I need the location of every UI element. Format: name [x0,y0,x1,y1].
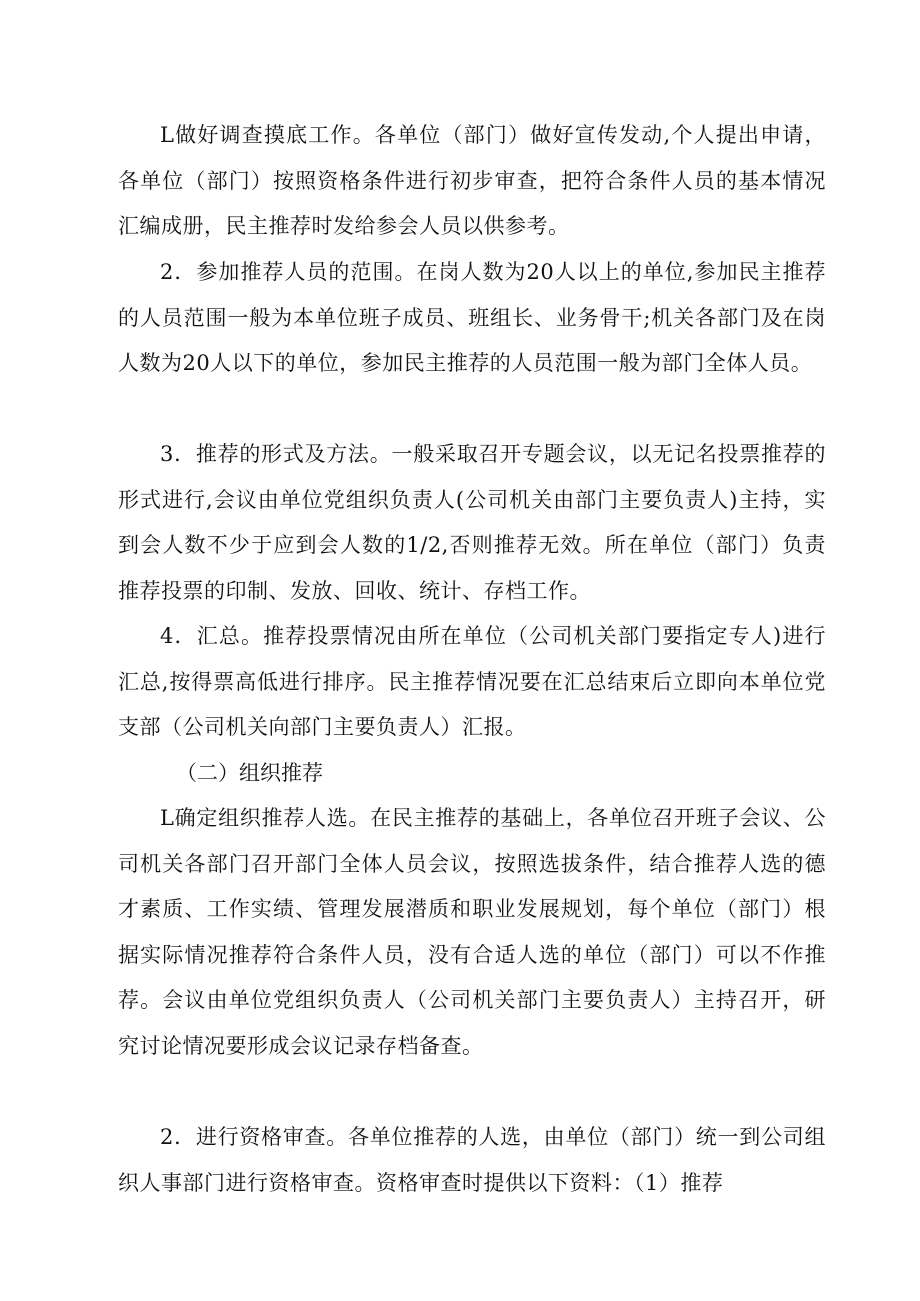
paragraph-3: 3．推荐的形式及方法。一般采取召开专题会议，以无记名投票推荐的形式进行,会议由单位党组织负责人(公司机关由部门主要负责人)主持，实到会人数不少于应到会人数的1/2,否则推荐无效。所在单位（部门）负责推荐投票的印制、发放、回收、统计、存档工作。 [118,442,826,603]
paragraph-1: L做好调查摸底工作。各单位（部门）做好宣传发动,个人提出申请，各单位（部门）按照资格条件进行初步审查，把符合条件人员的基本情况汇编成册，民主推荐时发给参会人员以供参考。 [118,123,826,238]
paragraph-4: 4．汇总。推荐投票情况由所在单位（公司机关部门要指定专人)进行汇总,按得票高低进行排序。民主推荐情况要在汇总结束后立即向本单位党支部（公司机关向部门主要负责人）汇报。 [118,624,826,739]
section-heading: （二）组织推荐 [176,761,323,785]
paragraph-2: 2．参加推荐人员的范围。在岗人数为20人以上的单位,参加民主推荐的人员范围一般为本单位班子成员、班组长、业务骨干;机关各部门及在岗人数为20人以下的单位，参加民主推荐的人员范围一般为部门全体人员。 [118,260,826,375]
paragraph-6: 2．进行资格审查。各单位推荐的人选，由单位（部门）统一到公司组织人事部门进行资格审查。资格审查时提供以下资料：（1）推荐 [118,1125,826,1195]
paragraph-5: L确定组织推荐人选。在民主推荐的基础上，各单位召开班子会议、公司机关各部门召开部门全体人员会议，按照选拔条件，结合推荐人选的德才素质、工作实绩、管理发展潜质和职业发展规划，每个单位（部门）根据实际情况推荐符合条件人员，没有合适人选的单位（部门）可以不作推荐。会议由单位党组织负责人（公司机关部门主要负责人）主持召开，研究讨论情况要形成会议记录存档备查。 [118,806,826,1058]
